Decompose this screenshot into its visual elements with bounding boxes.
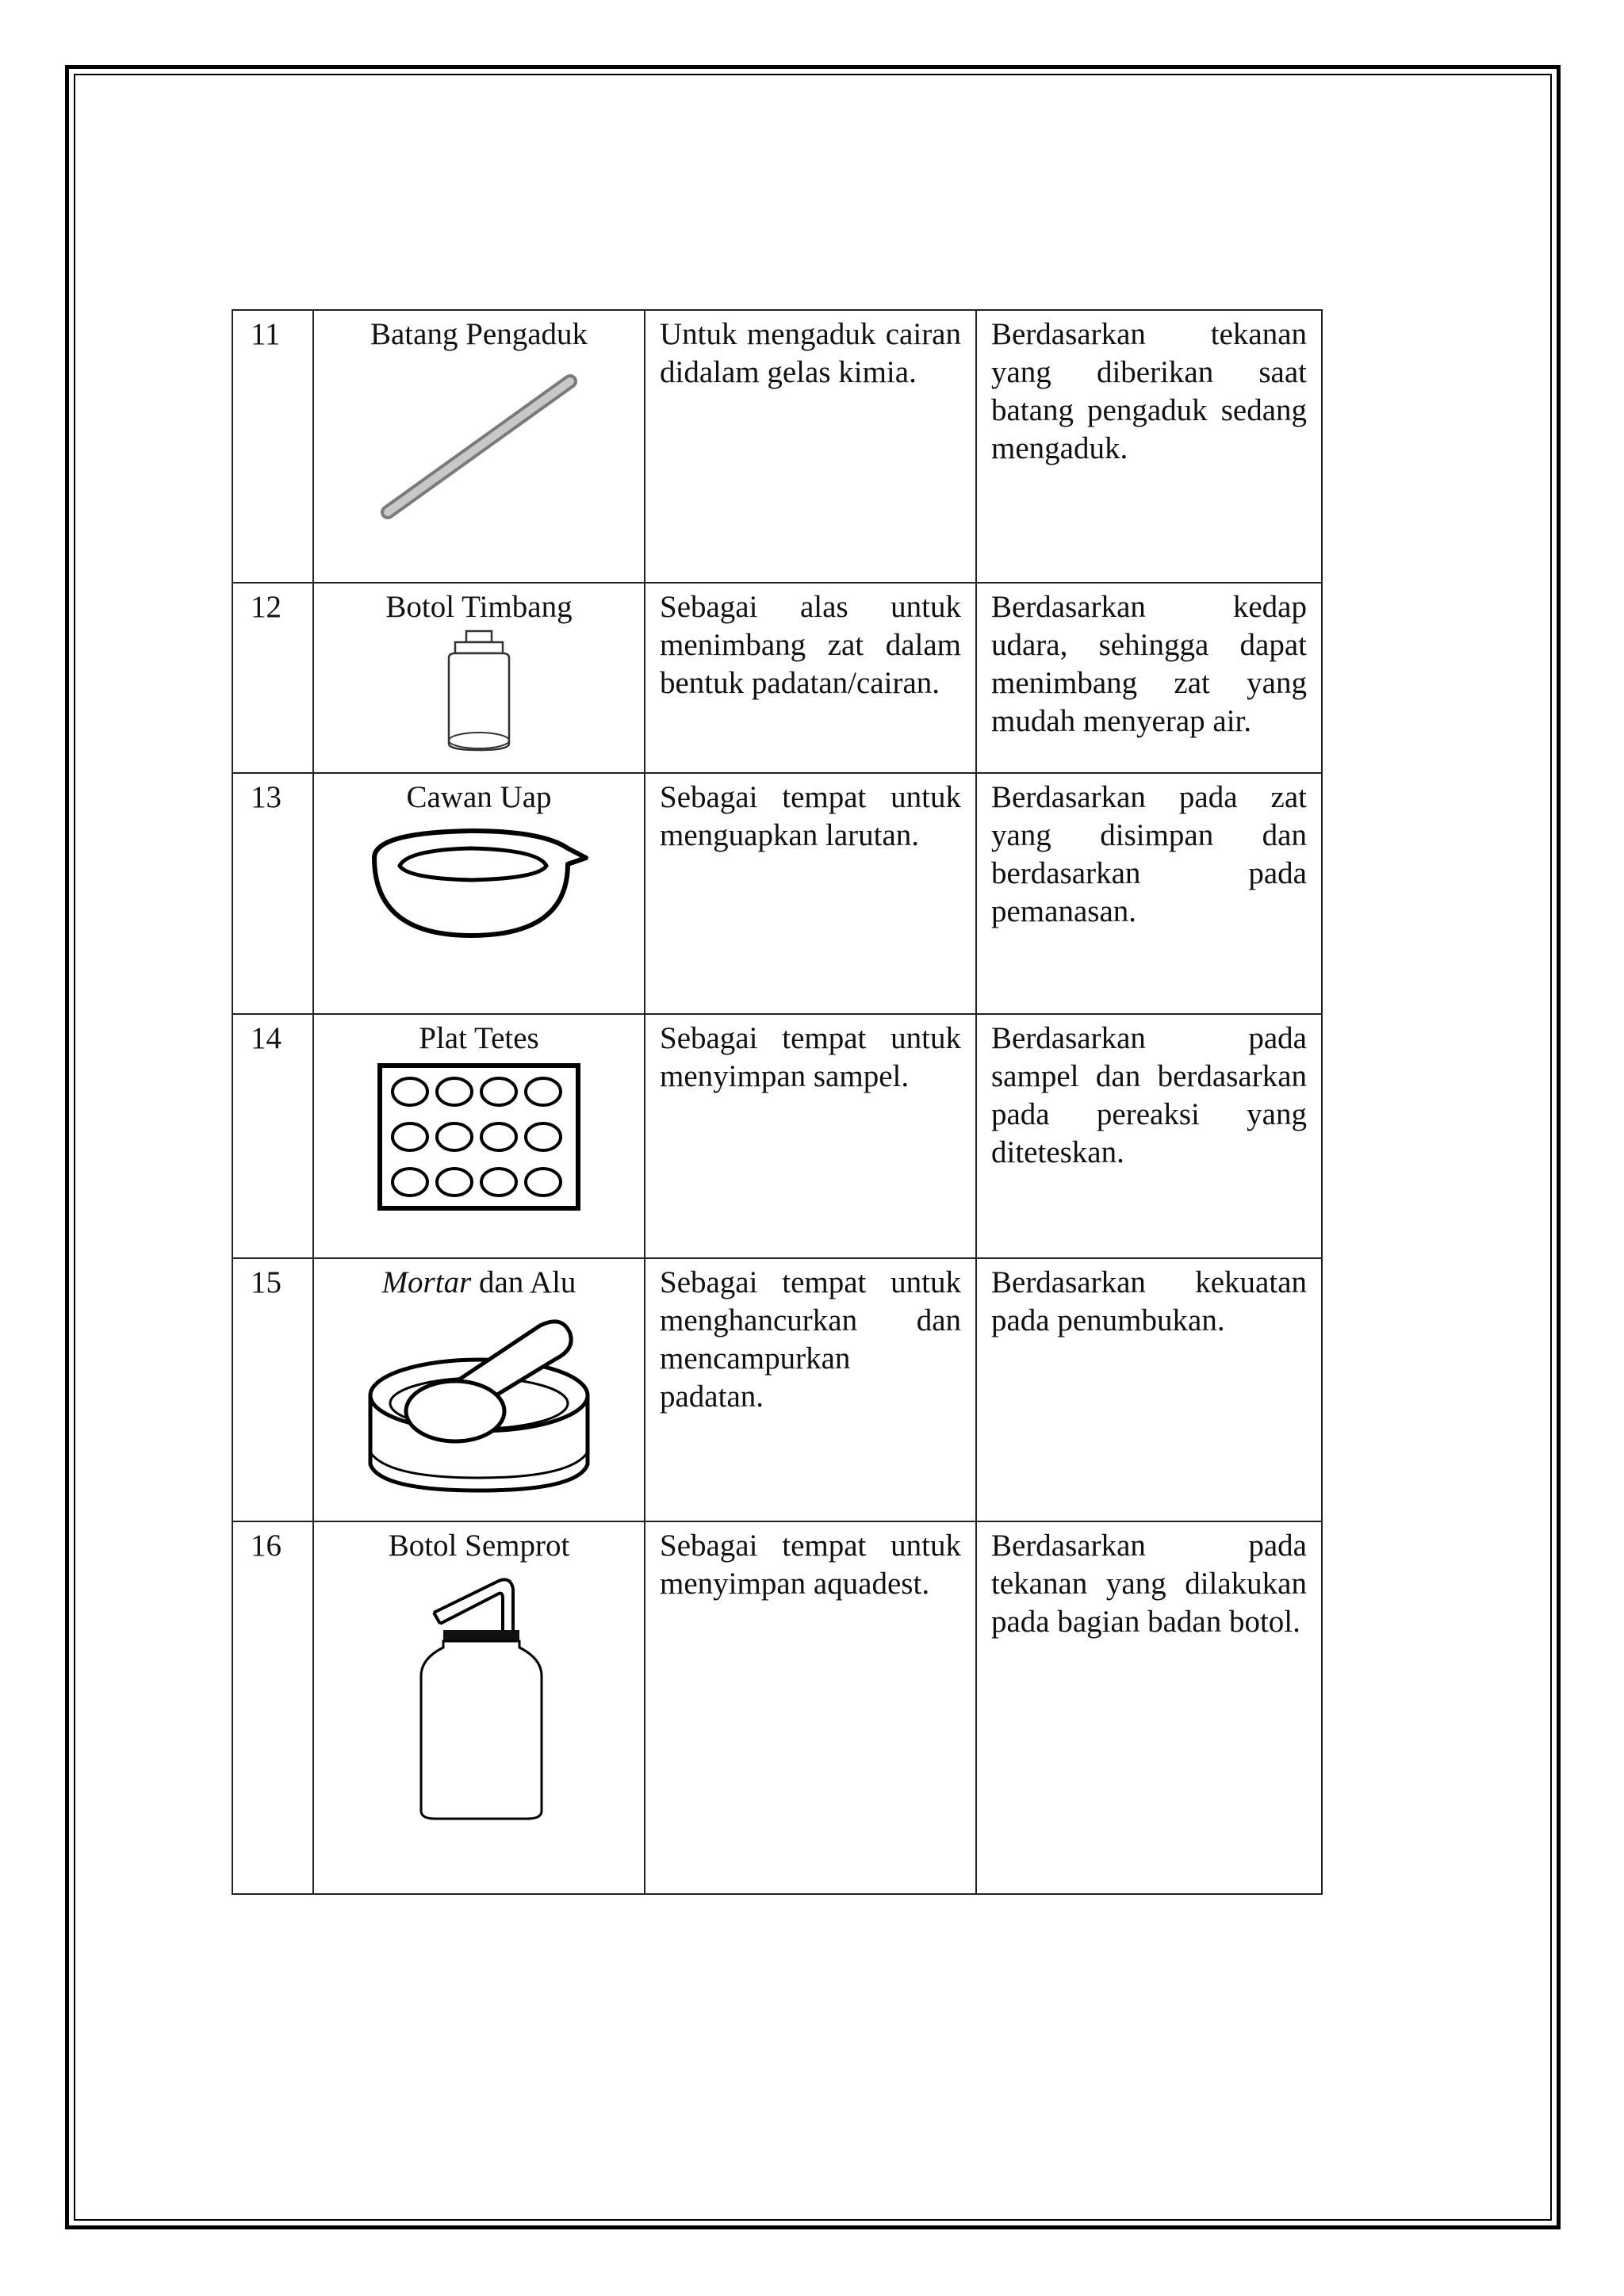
tool-name: Botol Semprot (388, 1529, 570, 1563)
tool-use: Sebagai tempat untuk menghancurkan dan mencampurkan padatan. (645, 1258, 976, 1521)
evaporating-dish-icon (360, 817, 598, 951)
table-row (232, 310, 1322, 583)
wash-bottle-icon (388, 1565, 570, 1827)
row-number: 12 (232, 583, 313, 773)
tool-basis: Berdasarkan kekuatan pada penumbukan. (976, 1258, 1322, 1521)
stirring-rod-icon (360, 354, 598, 536)
tool-use: Sebagai tempat untuk menyimpan aquadest. (645, 1521, 976, 1894)
tool-use: Untuk mengaduk cairan didalam gelas kimia. (645, 310, 976, 583)
row-number: 15 (232, 1258, 313, 1521)
row-number: 16 (232, 1521, 313, 1894)
table-row (232, 1014, 1322, 1258)
tool-basis: Berdasarkan pada zat yang disimpan dan berdasarkan pada pemanasan. (976, 773, 1322, 1014)
mortar-pestle-icon (356, 1302, 602, 1500)
tool-basis: Berdasarkan kedap udara, sehingga dapat menimbang zat yang mudah menyerap air. (976, 583, 1322, 773)
tool-use: Sebagai tempat untuk menguapkan larutan. (645, 773, 976, 1014)
spot-plate-icon (372, 1058, 586, 1216)
lab-equipment-table (232, 309, 1323, 1895)
tool-basis: Berdasarkan pada sampel dan berdasarkan pada pereaksi yang diteteskan. (976, 1014, 1322, 1258)
tool-basis: Berdasarkan pada tekanan yang dilakukan pada bagian badan botol. (976, 1521, 1322, 1894)
tool-name: Cawan Uap (406, 780, 552, 814)
table-row (232, 583, 1322, 773)
tool-name: Batang Pengaduk (370, 317, 588, 351)
tool-basis: Berdasarkan tekanan yang diberikan saat batang pengaduk sedang mengaduk. (976, 310, 1322, 583)
row-number: 13 (232, 773, 313, 1014)
row-number: 14 (232, 1014, 313, 1258)
row-number: 11 (232, 310, 313, 583)
tool-name: Mortar dan Alu (381, 1265, 576, 1299)
tool-name: Botol Timbang (385, 590, 573, 624)
table-row (232, 1258, 1322, 1521)
table-row (232, 1521, 1322, 1894)
tool-use: Sebagai tempat untuk menyimpan sampel. (645, 1014, 976, 1258)
weighing-bottle-icon (431, 626, 527, 753)
table-row (232, 773, 1322, 1014)
tool-name: Plat Tetes (419, 1021, 539, 1055)
tool-use: Sebagai alas untuk menimbang zat dalam bentuk padatan/cairan. (645, 583, 976, 773)
